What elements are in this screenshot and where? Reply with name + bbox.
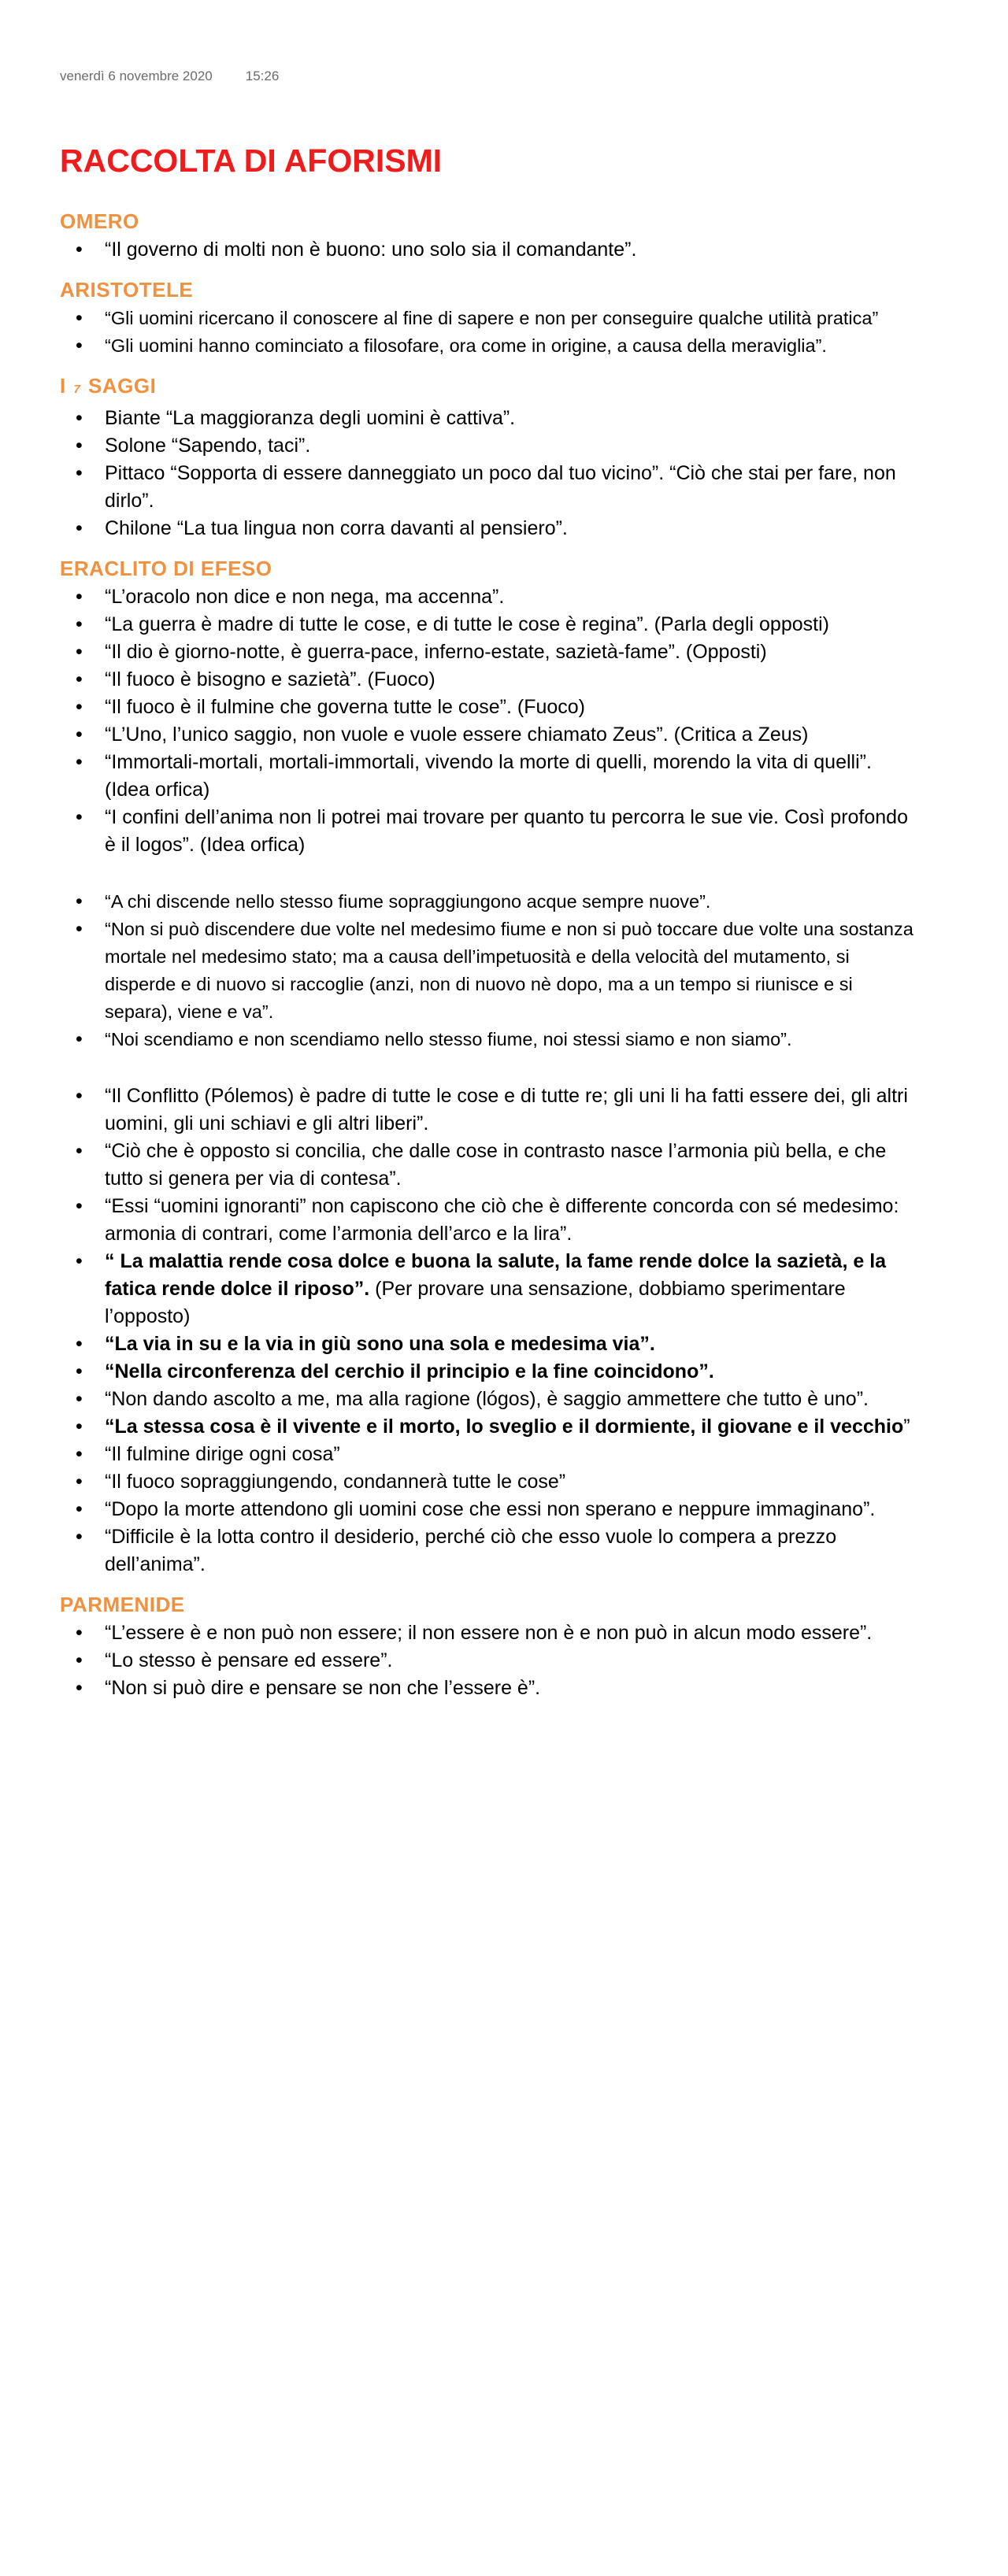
list-item: • “Non si può discendere due volte nel medesimo fiume e non si può toccare due volte una sostanza mortale nel medesimo stato; ma a causa dell’impetuosità e della velocità del mutamento, si disperde e di nuovo si raccoglie (anzi, non di nuovo nè dopo, ma a un tempo si riunisce e si separa), viene e va”. — [60, 916, 918, 1026]
plain-text: (Per provare una sensazione, dobbiamo sperimentare l’opposto) — [105, 1278, 846, 1327]
note-timestamp — [60, 68, 279, 84]
note-body — [60, 206, 918, 1713]
bold-text: “Nella circonferenza del cerchio il principio e la fine coincidono”. — [105, 1360, 714, 1382]
list-item: • “L’Uno, l’unico saggio, non vuole e vuole essere chiamato Zeus”. (Critica a Zeus) — [60, 721, 918, 749]
bold-text: “La stessa cosa è il vivente e il morto, lo sveglio e il dormiente, il giovane e il vecchio — [105, 1416, 904, 1438]
list-item: • Chilone “La tua lingua non corra davanti al pensiero”. — [60, 515, 918, 542]
list-item: • “Difficile è la lotta contro il desiderio, perché ciò che esso vuole lo compera a prezzo dell’anima”. — [60, 1523, 918, 1579]
list-item: • “L’essere è e non può non essere; il non essere non è e non può in alcun modo essere”. — [60, 1619, 918, 1647]
section-heading-suffix: SAGGI — [88, 374, 157, 398]
aphorism-list — [60, 1619, 918, 1702]
section-heading: PARMENIDE — [60, 1593, 185, 1616]
list-item: • “L’oracolo non dice e non nega, ma accenna”. — [60, 583, 918, 611]
bold-text: “La via in su e la via in giù sono una sola e medesima via”. — [105, 1333, 655, 1355]
list-item: • “Immortali-mortali, mortali-immortali, vivendo la morte di quelli, morendo la vita di quelli”. (Idea orfica) — [60, 749, 918, 804]
plain-text: ” — [903, 1416, 910, 1438]
list-item — [60, 1413, 918, 1441]
list-item: • Pittaco “Sopporta di essere danneggiato un poco dal tuo vicino”. “Ciò che stai per fare, non dirlo”. — [60, 460, 918, 515]
aphorism-list — [60, 405, 918, 542]
list-item: • “Non si può dire e pensare se non che l’essere è”. — [60, 1675, 918, 1702]
list-item: • “Gli uomini hanno cominciato a filosofare, ora come in origine, a causa della meraviglia”. — [60, 332, 918, 360]
list-item: • “Lo stesso è pensare ed essere”. — [60, 1647, 918, 1675]
section-heading-number: 7 — [73, 383, 81, 396]
section-omero — [60, 206, 918, 264]
list-item: • “Il fuoco è il fulmine che governa tutte le cose”. (Fuoco) — [60, 694, 918, 721]
section-parmenide — [60, 1590, 918, 1702]
list-item — [60, 1331, 918, 1358]
list-item: • Solone “Sapendo, taci”. — [60, 432, 918, 460]
list-item: • “Il dio è giorno-notte, è guerra-pace, inferno-estate, sazietà-fame”. (Opposti) — [60, 638, 918, 666]
list-item: • “A chi discende nello stesso fiume sopraggiungono acque sempre nuove”. — [60, 888, 918, 916]
list-item: • “Gli uomini ricercano il conoscere al fine di sapere e non per conseguire qualche utilità pratica” — [60, 305, 918, 332]
list-item: • “Il Conflitto (Pólemos) è padre di tutte le cose e di tutte re; gli uni li ha fatti essere dei, gli altri uomini, gli uni schiavi e gli altri liberi”. — [60, 1083, 918, 1138]
list-item — [60, 1358, 918, 1386]
page-title: RACCOLTA DI AFORISMI — [60, 142, 443, 179]
section-aristotele — [60, 275, 918, 360]
list-item: • “Non dando ascolto a me, ma alla ragione (lógos), è saggio ammettere che tutto è uno”. — [60, 1386, 918, 1413]
list-item: • “I confini dell’anima non li potrei mai trovare per quanto tu percorra le sue vie. Così profondo è il logos”. (Idea orfica) — [60, 804, 918, 859]
list-item: • “La guerra è madre di tutte le cose, e di tutte le cose è regina”. (Parla degli opposti) — [60, 611, 918, 638]
section-heading: ERACLITO DI EFESO — [60, 557, 272, 580]
list-item: • “Il fuoco è bisogno e sazietà”. (Fuoco) — [60, 666, 918, 694]
list-item: • “Il governo di molti non è buono: uno solo sia il comandante”. — [60, 236, 918, 264]
section-eraclito — [60, 553, 918, 1579]
list-item: • “Il fuoco sopraggiungendo, condannerà tutte le cose” — [60, 1468, 918, 1496]
section-sette-saggi — [60, 371, 918, 542]
list-item — [60, 1248, 918, 1331]
section-heading — [60, 371, 918, 405]
section-heading-prefix: I — [60, 374, 66, 398]
aphorism-list — [60, 236, 918, 264]
list-item: • “Noi scendiamo e non scendiamo nello stesso fiume, noi stessi siamo e non siamo”. — [60, 1026, 918, 1053]
list-item: • “Dopo la morte attendono gli uomini cose che essi non sperano e neppure immaginano”. — [60, 1496, 918, 1523]
aphorism-list — [60, 305, 918, 360]
note-date: venerdì 6 novembre 2020 — [60, 68, 213, 83]
list-item: • Biante “La maggioranza degli uomini è cattiva”. — [60, 405, 918, 432]
aphorism-list — [60, 583, 918, 1579]
section-heading: OMERO — [60, 209, 139, 233]
list-item: • “Il fulmine dirige ogni cosa” — [60, 1441, 918, 1468]
note-time: 15:26 — [245, 68, 280, 83]
list-item: • “Essi “uomini ignoranti” non capiscono che ciò che è differente concorda con sé medesimo: armonia di contrari, come l’armonia dell’arco e la lira”. — [60, 1193, 918, 1248]
list-item: • “Ciò che è opposto si concilia, che dalle cose in contrasto nasce l’armonia più bella, e che tutto si genera per via di contesa”. — [60, 1138, 918, 1193]
section-heading: ARISTOTELE — [60, 278, 194, 302]
bold-text: “ La malattia rende cosa dolce e buona la salute, la fame rende dolce la sazietà, e la fatica rende dolce il riposo”. — [105, 1250, 887, 1300]
